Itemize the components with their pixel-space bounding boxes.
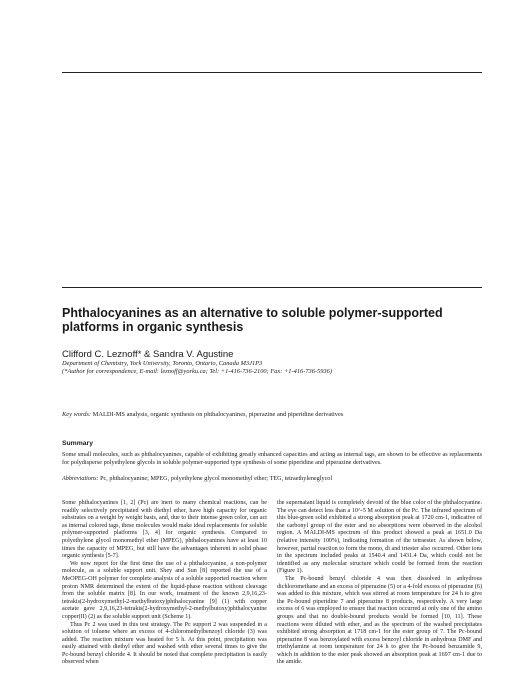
summary-text: Some small molecules, such as phthalocyanines, capable of exhibiting greatly enhanced capacities and acting as internal tags, are shown to be effective as replacements for polydisperse polyethylene glycols in soluble polymer-supported type synthesis of some piperidine and piperazine derivatives. bbox=[62, 451, 482, 466]
correspondence: (*Author for correspondence, E-mail: leznoff@yorku.ca; Tel: +1-416-736-2100; Fax: +1-416-736-5936) bbox=[62, 368, 332, 375]
keywords bbox=[62, 411, 482, 419]
summary-heading: Summary bbox=[62, 440, 93, 447]
top-rule bbox=[62, 72, 482, 73]
paper-title: Phthalocyanines as an alternative to soluble polymer-supported platforms in organic synthesis bbox=[62, 306, 443, 334]
header-rule bbox=[62, 287, 482, 288]
paragraph: We now report for the first time the use of a phthalocyanine, a non-polymer molecule, as a soluble support unit. Shey and Sun [8] reported the use of a MeOPEG-OH polymer for complete analysis of a soluble supported reaction where proton NMR determined the extent of the liquid-phase reaction without cleavage from the soluble matrix [8]. In our work, treatment of the known 2,9,16,23-tetrakis(2-hydroxymethyl-2-methylbutoxy)phthalocyanine [9] (1) with copper acetate gave 2,9,16,23-tetrakis(2-hydroxymethyl-2-methylbutoxy)phthalocyanine copper(II) (2) as the soluble support unit (Scheme 1). bbox=[62, 560, 267, 620]
paragraph: the supernatant liquid is completely devoid of the blue color of the phthalocyanine. The eye can detect less than a 10^-5 M solution of the Pc. The infrared spectrum of this blue-green solid exhibited a strong absorption peak at 1720 cm-1, indicative of the carbonyl group of the ester and no absorptions were observed in the alcohol region. A MALDI-MS spectrum of this product showed a peak at 1651.0 Da (relative intensity 100%), indicating formation of the tetraester. As shown below, however, partial reaction to form the mono, di and triester also occurred. Other ions in the spectrum included peaks at 1540.4 and 1431.4 Da, which could not be identified as any molecular structure which could be formed from the reaction (Figure 1). bbox=[277, 500, 482, 575]
body-column-right bbox=[277, 500, 482, 667]
paragraph: The Pc-bound benzyl chloride 4 was then dissolved in anhydrous dichloromethane and an excess of piperazine (5) or a 4-fold excess of piperazine (6) was added to this mixture, which was stirred at room temperature for 24 h to give the Pc-bound piperidine 7 and piperazine 8 products, respectively. A very large excess of 6 was employed to ensure that reaction occurred at only one of the amino groups and that no double-bound products would be formed [10, 11]. These reactions were diluted with ether, and as the spectrum of the washed precipitates exhibited strong absorption at 1718 cm-1 for the ester group of 7. The Pc-bound piperazine 8 was benzoylated with excess benzoyl chloride in anhydrous DMF and triethylamine at room temperature for 24 h to give the Pc-bound benzamide 9, which in addition to the ester peak showed an absorption peak at 1697 cm-1 due to the amide. bbox=[277, 575, 482, 666]
abbreviations-text: Pc, phthalocyanine; MPEG, polyethylene glycol monomethyl ether; TEG, tetraethyleneglycol bbox=[98, 475, 333, 482]
keywords-label: Key words: bbox=[62, 411, 92, 418]
paper-authors: Clifford C. Leznoff* & Sandra V. Agustine bbox=[62, 349, 234, 360]
affiliation-block bbox=[62, 360, 482, 376]
paragraph: Thus Pc 2 was used in this test strategy. The Pc support 2 was suspended in a solution of toluene where an excess of 4-chloromethylbenzoyl chloride (3) was added. The reaction mixture was heated for 5 h. At this point, precipitation was easily attained with diethyl ether and washed with ether several times to give the Pc-bound benzyl chloride 4. It should be noted that complete precipitation is easily observed when bbox=[62, 621, 267, 666]
body-column-left bbox=[62, 500, 267, 667]
paragraph: Some phthalocyanines [1, 2] (Pc) are inert to many chemical reactions, can be readily selectively precipitated with diethyl ether, have high capacity for organic substrates on a weight by weight basis, and, due to their intense green color, can act as internal colored tags, these molecules would make ideal replacements for soluble polymer-supported platforms [3, 4] for organic synthesis. Compared to polyethylene glycol monomethyl ether (MPEG), phthalocyanines have at least 10 times the capacity of MPEG, but still have the advantages inherent in solid phase organic synthesis [5-7]. bbox=[62, 500, 267, 560]
abbreviations-label: Abbreviations: bbox=[62, 475, 99, 482]
abbreviations bbox=[62, 475, 482, 483]
keywords-text: MALDI-MS analysis, organic synthesis on phthalocyanines, piperazine and piperidine derivatives bbox=[91, 411, 344, 418]
affiliation: Department of Chemistry, York University, Toronto, Ontario, Canada M3J1P3 bbox=[62, 360, 263, 367]
